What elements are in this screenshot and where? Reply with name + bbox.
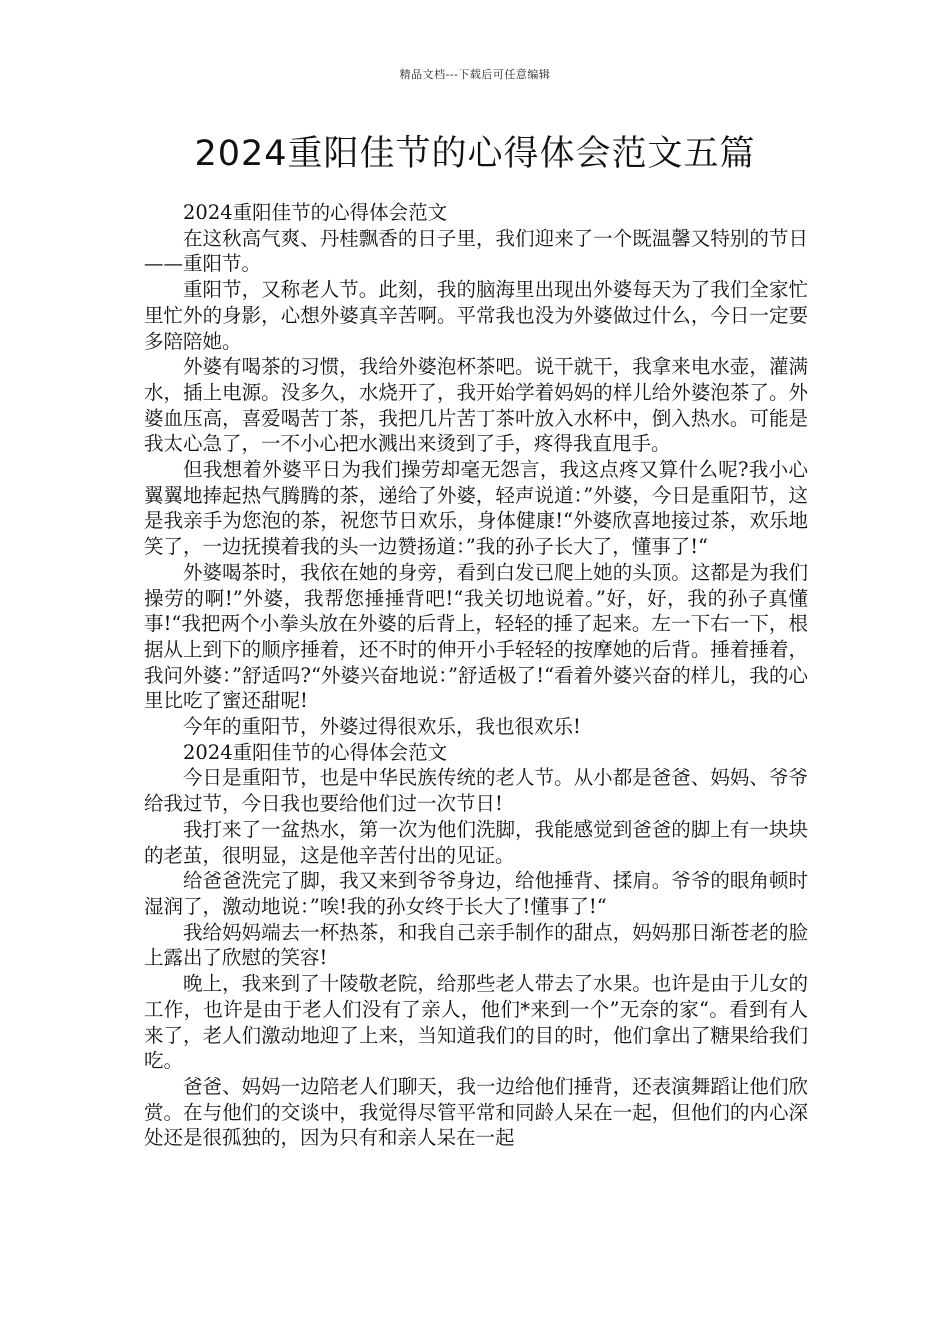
paragraph-subtitle-2: 2024重阳佳节的心得体会范文: [183, 740, 448, 764]
paragraph-subtitle-1: 2024重阳佳节的心得体会范文: [183, 201, 448, 224]
page-title: 2024重阳佳节的心得体会范文五篇: [194, 134, 756, 174]
paragraph: 但我想着外婆平日为我们操劳却毫无怨言，我这点疼又算什么呢?我小心翼翼地捧起热气腾腾的茶，递给了外婆，轻声说道：”外婆，今日是重阳节，这是我亲手为您泡的茶，祝您节日欢乐，身体健康!“外婆欣喜地接过茶，欢乐地笑了，一边抚摸着我的头一边赞扬道：”我的孙子长大了，懂事了!“: [144, 458, 808, 559]
paragraph: 我给妈妈端去一杯热茶，和我自己亲手制作的甜点，妈妈那日渐苍老的脸上露出了欣慰的笑容!: [144, 920, 808, 970]
paragraph: 给爸爸洗完了脚，我又来到爷爷身边，给他捶背、揉肩。爷爷的眼角顿时湿润了，激动地说：”唉!我的孙女终于长大了!懂事了!“: [144, 869, 808, 918]
paragraph: 爸爸、妈妈一边陪老人们聊天，我一边给他们捶背，还表演舞蹈让他们欣赏。在与他们的交谈中，我觉得尽管平常和同龄人呆在一起，但他们的内心深处还是很孤独的，因为只有和亲人呆在一起: [144, 1074, 808, 1150]
header-note: 精品文档---下载后可任意编辑: [399, 68, 551, 81]
document-body: [144, 200, 808, 1151]
paragraph: 晚上，我来到了十陵敬老院，给那些老人带去了水果。也许是由于儿女的工作，也许是由于老人们没有了亲人，他们*来到一个”无奈的家“。看到有人来了，老人们激动地迎了上来，当知道我们的目的时，他们拿出了糖果给我们吃。: [144, 972, 808, 1073]
paragraph: 外婆喝茶时，我依在她的身旁，看到白发已爬上她的头顶。这都是为我们操劳的啊!”外婆，我帮您捶捶背吧!“我关切地说着。”好，好，我的孙子真懂事!“我把两个小拳头放在外婆的后背上，轻轻的捶了起来。左一下右一下，根据从上到下的顺序捶着，还不时的伸开小手轻轻的按摩她的后背。捶着捶着，我问外婆：”舒适吗?“外婆兴奋地说：”舒适极了!“看着外婆兴奋的样儿，我的心里比吃了蜜还甜呢!: [144, 560, 808, 713]
paragraph: 今日是重阳节，也是中华民族传统的老人节。从小都是爸爸、妈妈、爷爷给我过节，今日我也要给他们过一次节日!: [144, 766, 808, 816]
paragraph: 重阳节，又称老人节。此刻，我的脑海里出现出外婆每天为了我们全家忙里忙外的身影，心想外婆真辛苦啊。平常我也没为外婆做过什么，今日一定要多陪陪她。: [144, 278, 808, 353]
paragraph: 在这秋高气爽、丹桂飘香的日子里，我们迎来了一个既温馨又特别的节日——重阳节。: [144, 226, 808, 276]
paragraph: 外婆有喝茶的习惯，我给外婆泡杯茶吧。说干就干，我拿来电水壶，灌满水，插上电源。没多久，水烧开了，我开始学着妈妈的样儿给外婆泡茶了。外婆血压高，喜爱喝苦丁茶，我把几片苦丁茶叶放入水杯中，倒入热水。可能是我太心急了，一不小心把水溅出来烫到了手，疼得我直甩手。: [144, 355, 808, 456]
paragraph: 我打来了一盆热水，第一次为他们洗脚，我能感觉到爸爸的脚上有一块块的老茧，很明显，这是他辛苦付出的见证。: [144, 817, 808, 867]
paragraph: 今年的重阳节，外婆过得很欢乐，我也很欢乐!: [183, 715, 581, 739]
